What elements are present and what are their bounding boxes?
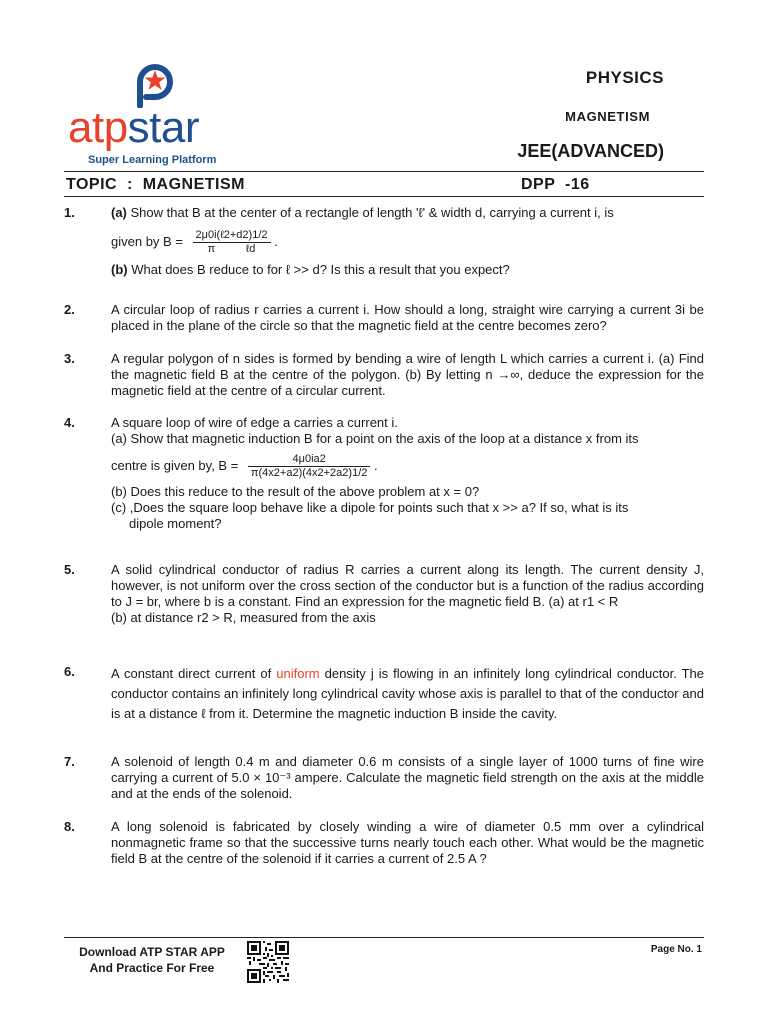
logo-tagline: Super Learning Platform xyxy=(88,154,217,166)
question-text: (a) Show that magnetic induction B for a point on the axis of the loop at a distance x from its xyxy=(111,431,639,446)
page-number: Page No. 1 xyxy=(650,944,702,955)
formula-denominator: π(4x2+a2)(4x2+2a2)1/2 xyxy=(250,467,368,479)
question-number: 3. xyxy=(64,351,75,366)
formula-numerator: 4μ0ia2 xyxy=(248,453,370,467)
formula-denominator: π ℓd xyxy=(207,243,256,255)
divider-footer xyxy=(64,937,704,938)
topic-label: TOPIC : MAGNETISM xyxy=(66,176,245,193)
question-text: centre is given by, B = xyxy=(111,457,239,473)
part-label: (b) xyxy=(111,262,128,277)
question-number: 1. xyxy=(64,205,75,220)
question-text: (b) at distance r2 > R, measured from the axis xyxy=(111,610,376,625)
question-text: A long solenoid is fabricated by closely winding a wire of diameter 0.5 mm over a cylindrical nonmagnetic frame so that the successive turns nearly touch each other. What would be the magnetic field B at the centre of the solenoid if it carries a current of 2.5 A ? xyxy=(111,819,704,866)
footer-line: And Practice For Free xyxy=(89,961,215,975)
question-number: 6. xyxy=(64,664,75,679)
question-text: A regular polygon of n sides is formed by bending a wire of length L which carries a current i. (a) Find the magnetic field B at the centre of the polygon. (b) By letting n →∞, deduce the expression for the magnetic field at the centre of a circular current. xyxy=(111,351,704,398)
question-number: 8. xyxy=(64,819,75,834)
chapter-heading: MAGNETISM xyxy=(565,109,650,124)
logo-wordmark xyxy=(68,103,200,152)
question-text: What does B reduce to for ℓ >> d? Is this a result that you expect? xyxy=(131,262,510,277)
logo-star-icon xyxy=(132,60,178,108)
question-text: A solenoid of length 0.4 m and diameter 0.6 m consists of a single layer of 1000 turns of fine wire carrying a current of 5.0 × 10⁻³ ampere. Calculate the magnetic field strength on the axis at the middle and at the ends of the solenoid. xyxy=(111,754,704,801)
formula xyxy=(248,453,370,480)
question-text: A circular loop of radius r carries a current i. How should a long, straight wire carrying a current 3i be placed in the plane of the circle so that the magnetic field at the centre becomes zero? xyxy=(111,302,704,333)
question-text: density j is flowing in an infinitely long cylindrical conductor. The conductor contains an infinitely long cylindrical cavity whose axis is parallel to that of the conductor and is at a distance ℓ from it. Determine the magnetic induction B inside the cavity. xyxy=(111,666,705,721)
part-label: (a) xyxy=(111,205,127,220)
question-number: 7. xyxy=(64,754,75,769)
formula-numerator: 2μ0i(ℓ2+d2)1/2 xyxy=(193,229,271,243)
logo-star: star xyxy=(127,103,200,152)
question-text: (c) ,Does the square loop behave like a dipole for points such that x >> a? If so, what is its xyxy=(111,500,629,515)
question-text: A solid cylindrical conductor of radius R carries a current along its length. The current density J, however, is not uniform over the cross section of the conductor but is a function of the radius according to J = br, where b is a constant. Find an expression for the magnetic field B. (a) at r1 < R xyxy=(111,562,704,609)
question-text: Show that B at the center of a rectangle of length 'ℓ' & width d, carrying a current i, is xyxy=(130,205,614,220)
divider-topic xyxy=(64,196,704,197)
question-text: A constant direct current of xyxy=(111,666,277,681)
question-text: A square loop of wire of edge a carries a current i. xyxy=(111,415,398,430)
question-number: 5. xyxy=(64,562,75,577)
footer-promo xyxy=(64,944,240,976)
question-text: given by B = xyxy=(111,233,183,249)
atpstar-logo xyxy=(64,58,254,170)
subject-heading: PHYSICS xyxy=(585,68,664,87)
footer-line: Download ATP STAR APP xyxy=(79,945,225,959)
exam-heading: JEE(ADVANCED) xyxy=(517,141,664,161)
question-number: 4. xyxy=(64,415,75,430)
logo-atp: atp xyxy=(68,103,128,152)
highlighted-word: uniform xyxy=(276,666,320,681)
dpp-label: DPP -16 xyxy=(521,176,590,193)
divider-top xyxy=(64,171,704,172)
question-text: (b) Does this reduce to the result of the above problem at x = 0? xyxy=(111,484,480,499)
qr-code-icon[interactable] xyxy=(247,941,289,983)
question-text: dipole moment? xyxy=(129,516,222,531)
question-number: 2. xyxy=(64,302,75,317)
formula xyxy=(193,229,271,256)
